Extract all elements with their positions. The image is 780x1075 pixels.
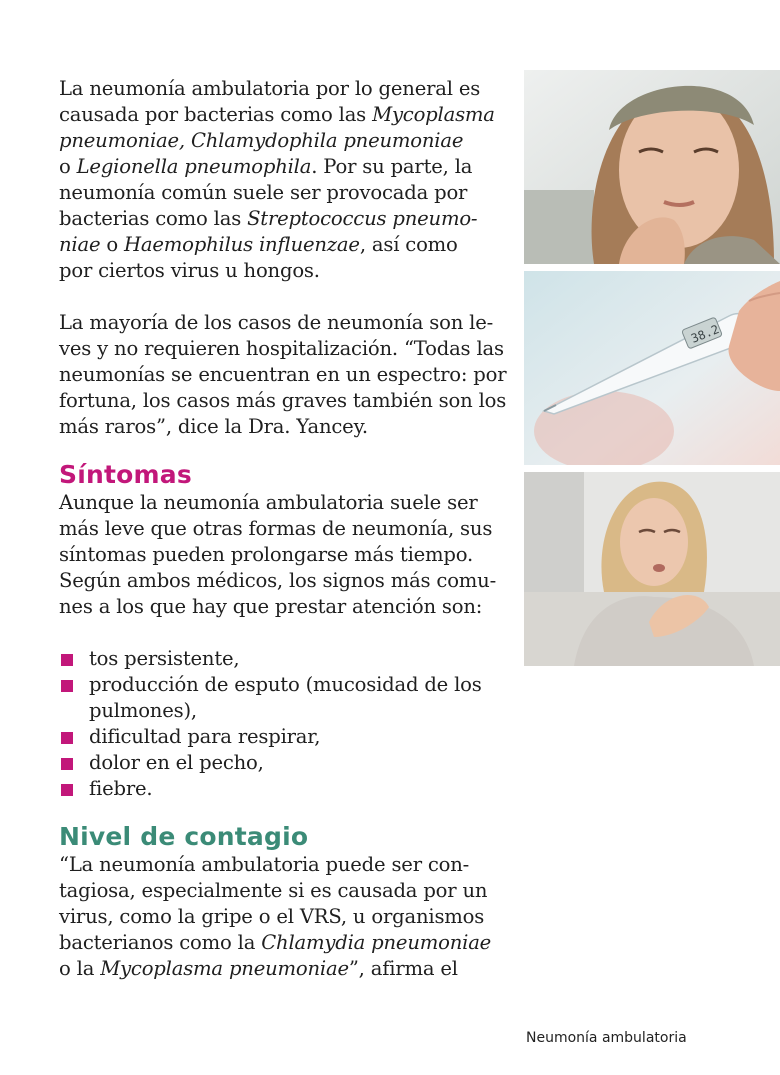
symptom-text: pulmones), (89, 699, 197, 722)
text-run: ”, afirma el (348, 957, 458, 980)
text-line (59, 516, 499, 542)
text-run: fortuna, los casos más graves también son los (59, 389, 507, 412)
text-line (59, 102, 499, 128)
chest-pain-photo (524, 472, 780, 666)
italic-term: Haemophilus influenzae (124, 233, 360, 256)
text-run: . Por su parte, la (311, 155, 473, 178)
text-line (59, 956, 499, 982)
paragraph-causes (59, 76, 499, 284)
italic-term: Mycoplasma (372, 103, 495, 126)
heading-symptoms: Síntomas (59, 460, 192, 489)
symptom-item (59, 776, 499, 802)
sore-throat-photo (524, 70, 780, 264)
text-line (59, 568, 499, 594)
text-line (59, 154, 499, 180)
symptom-text: dolor en el pecho, (89, 751, 264, 774)
text-run: bacterias como las (59, 207, 248, 230)
italic-term: pneumoniae, Chlamydophila pneumoniae (59, 129, 464, 152)
text-line (59, 594, 499, 620)
text-run: por ciertos virus u hongos. (59, 259, 320, 282)
text-run: ves y no requieren hospitalización. “Todas las (59, 337, 504, 360)
thermometer-photo (524, 271, 780, 465)
italic-term: Legionella pneumophila (76, 155, 312, 178)
text-run: Según ambos médicos, los signos más comu- (59, 569, 497, 592)
text-run: síntomas pueden prolongarse más tiempo. (59, 543, 474, 566)
symptom-item (59, 724, 499, 750)
italic-term: Chlamydia pneumoniae (261, 931, 492, 954)
text-run: bacterianos como la (59, 931, 262, 954)
page-footer: Neumonía ambulatoria (526, 1030, 687, 1046)
text-line (59, 258, 499, 284)
text-line (59, 232, 499, 258)
heading-contagion: Nivel de contagio (59, 822, 309, 851)
symptom-text: producción de esputo (mucosidad de los (89, 673, 482, 696)
text-run: La neumonía ambulatoria por lo general es (59, 77, 481, 100)
text-run: o (100, 233, 125, 256)
text-run: causada por bacterias como las (59, 103, 373, 126)
text-line (59, 362, 507, 388)
thermometer-display: 38.2 (689, 322, 722, 346)
text-line (59, 904, 499, 930)
symptom-text: dificultad para respirar, (89, 725, 321, 748)
text-run: nes a los que hay que prestar atención son: (59, 595, 483, 618)
text-line (59, 336, 504, 362)
text-run: , así como (359, 233, 458, 256)
text-run: o la (59, 957, 101, 980)
square-bullet-icon (61, 680, 73, 692)
article-text-column (59, 76, 507, 982)
text-run: neumonía común suele ser provocada por (59, 181, 468, 204)
text-line (59, 310, 499, 336)
text-line (59, 878, 499, 904)
square-bullet-icon (61, 758, 73, 770)
paragraph-symptoms-intro (59, 490, 499, 620)
text-run: La mayoría de los casos de neumonía son le- (59, 311, 494, 334)
text-run: más leve que otras formas de neumonía, sus (59, 517, 493, 540)
text-run: tagiosa, especialmente si es causada por un (59, 879, 488, 902)
text-line (59, 128, 499, 154)
italic-term: niae (59, 233, 101, 256)
text-line (59, 542, 499, 568)
text-run: “La neumonía ambulatoria puede ser con- (59, 853, 470, 876)
symptom-text: tos persistente, (89, 647, 240, 670)
text-line (59, 206, 499, 232)
symptoms-list (59, 646, 499, 802)
text-line (59, 388, 507, 414)
text-line (59, 180, 499, 206)
text-line (59, 414, 499, 440)
text-run: más raros”, dice la Dra. Yancey. (59, 415, 368, 438)
symptom-text: fiebre. (89, 777, 153, 800)
symptom-item (59, 646, 499, 672)
italic-term: Mycoplasma pneumoniae (100, 957, 349, 980)
text-line (59, 76, 499, 102)
text-run: virus, como la gripe o el VRS, u organismos (59, 905, 485, 928)
text-run: neumonías se encuentran en un espectro: por (59, 363, 507, 386)
italic-term: Streptococcus pneumo- (247, 207, 478, 230)
symptom-item (59, 672, 499, 724)
paragraph-severity (59, 310, 507, 440)
text-line (59, 930, 499, 956)
text-line (59, 490, 499, 516)
square-bullet-icon (61, 784, 73, 796)
paragraph-contagion (59, 852, 499, 982)
square-bullet-icon (61, 732, 73, 744)
text-run: o (59, 155, 77, 178)
text-run: Aunque la neumonía ambulatoria suele ser (59, 491, 478, 514)
square-bullet-icon (61, 654, 73, 666)
symptom-item (59, 750, 499, 776)
text-line (59, 852, 499, 878)
